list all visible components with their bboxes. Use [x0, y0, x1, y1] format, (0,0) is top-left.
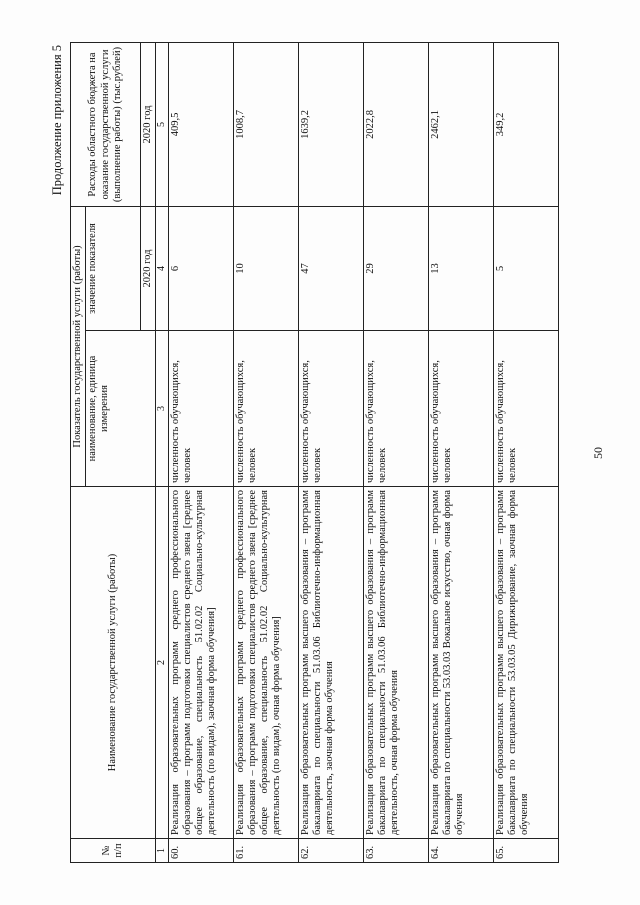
- service-name: Реализация образовательных программ высшего образования – программ бакалавриата по специальности 51.03.06 Библиотечно-информационная деятельность, очная форма обучения: [363, 486, 428, 838]
- page-number: 50: [591, 446, 605, 459]
- indicator-value: 47: [298, 206, 363, 330]
- indicator-value: 29: [363, 206, 428, 330]
- row-number: 62.: [298, 838, 363, 862]
- column-index: 1: [156, 838, 169, 862]
- budget-expense: 1008,7: [233, 42, 298, 206]
- column-index: 5: [156, 42, 169, 206]
- header-year-value: 2020 год: [141, 206, 156, 330]
- indicator-name: численность обучающихся, человек: [428, 330, 493, 486]
- indicator-name: численность обучающихся, человек: [298, 330, 363, 486]
- services-table: [70, 41, 559, 862]
- header-budget: Расходы областного бюджета на оказание государственной услуги (выполнение работы) (тыс.рублей): [71, 42, 141, 206]
- column-index: 3: [156, 330, 169, 486]
- row-number: 65.: [493, 838, 558, 862]
- table-row: [168, 42, 233, 862]
- service-name: Реализация образовательных программ среднего профессионального образования – программ подготовки специалистов среднего звена [среднее общее образование, специальность 51.02.02 Социально-культурная деятельность (по видам), заочная форма обучения]: [168, 486, 233, 838]
- row-number: 63.: [363, 838, 428, 862]
- indicator-name: численность обучающихся, человек: [233, 330, 298, 486]
- header-num: № п/п: [71, 838, 156, 862]
- table-row: [363, 42, 428, 862]
- table-row: [298, 42, 363, 862]
- column-index: 4: [156, 206, 169, 330]
- header-service-name: Наименование государственной услуги (работы): [71, 486, 156, 838]
- continuation-label: Продолжение приложения 5: [50, 44, 64, 195]
- row-number: 64.: [428, 838, 493, 862]
- service-name: Реализация образовательных программ высшего образования – программ бакалавриата по специальности 53.03.03 Вокальное искусство, очная форма обучения: [428, 486, 493, 838]
- budget-expense: 2462,1: [428, 42, 493, 206]
- indicator-value: 10: [233, 206, 298, 330]
- indicator-name: численность обучающихся, человек: [363, 330, 428, 486]
- row-number: 60.: [168, 838, 233, 862]
- service-name: Реализация образовательных программ высшего образования – программ бакалавриата по специальности 51.03.06 Библиотечно-информационная деятельность, заочная форма обучения: [298, 486, 363, 838]
- indicator-value: 6: [168, 206, 233, 330]
- row-number: 61.: [233, 838, 298, 862]
- indicator-value: 13: [428, 206, 493, 330]
- service-name: Реализация образовательных программ высшего образования – программ бакалавриата по специальности 53.03.05 Дирижирование, заочная форма обучения: [493, 486, 558, 838]
- table-row: [233, 42, 298, 862]
- header-indicator-name: наименование, единица измерения: [86, 330, 156, 486]
- indicator-name: численность обучающихся, человек: [168, 330, 233, 486]
- indicator-value: 5: [493, 206, 558, 330]
- header-indicator-value: значение показателя: [86, 206, 141, 330]
- budget-expense: 409,5: [168, 42, 233, 206]
- budget-expense: 1639,2: [298, 42, 363, 206]
- table-row: [493, 42, 558, 862]
- budget-expense: 2022,8: [363, 42, 428, 206]
- table-row: [428, 42, 493, 862]
- indicator-name: численность обучающихся, человек: [493, 330, 558, 486]
- column-index: 2: [156, 486, 169, 838]
- header-year-budget: 2020 год: [141, 42, 156, 206]
- service-name: Реализация образовательных программ среднего профессионального образования – программ подготовки специалистов среднего звена [среднее общее образование, специальность 51.02.02 Социально-культурная деятельность (по видам), очная форма обучения]: [233, 486, 298, 838]
- budget-expense: 349,2: [493, 42, 558, 206]
- rotated-document: [40, 23, 605, 883]
- header-indicator-group: Показатель государственной услуги (работы): [71, 206, 86, 486]
